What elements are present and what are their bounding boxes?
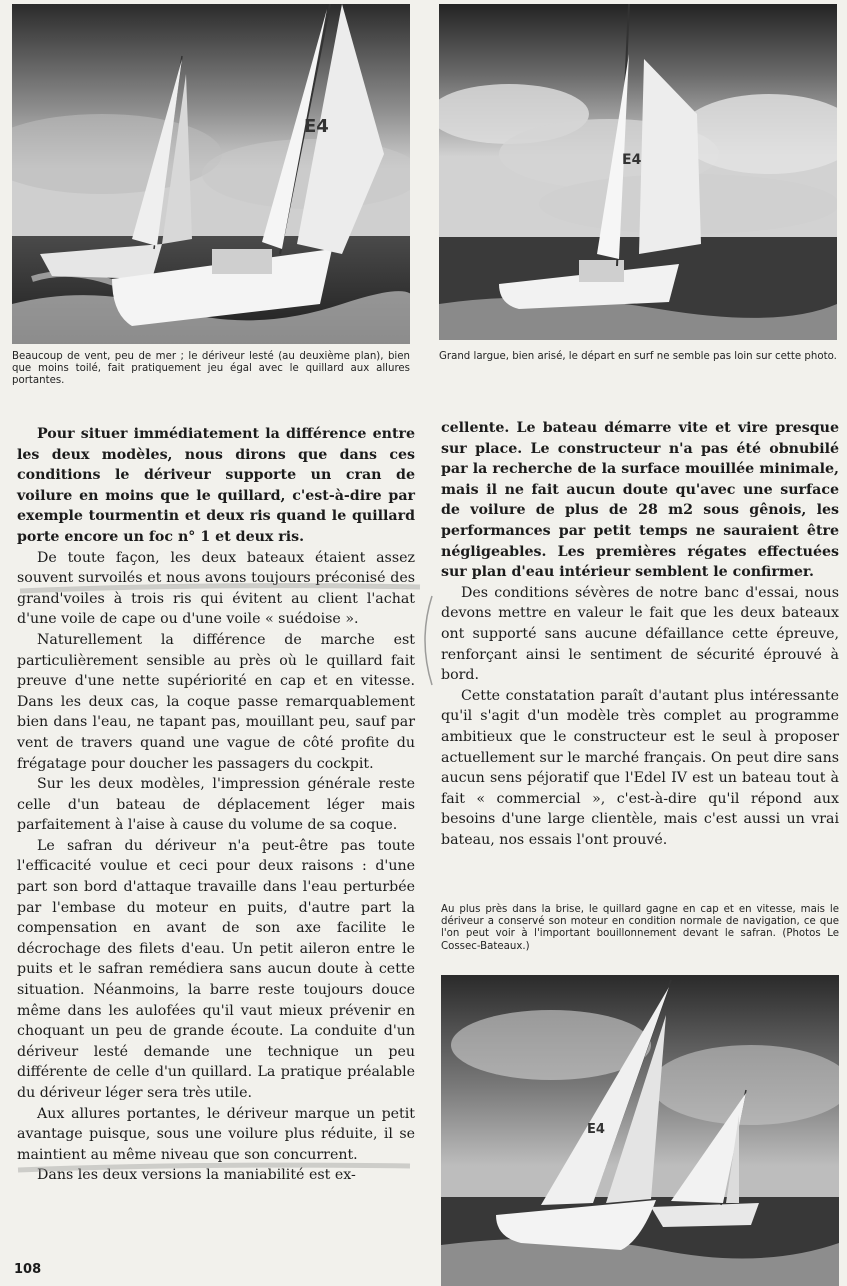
page-number: 108 bbox=[14, 1262, 42, 1277]
photo-bottom-right bbox=[441, 975, 839, 1286]
photo-top-right bbox=[439, 4, 837, 340]
svg-text:E4: E4 bbox=[622, 152, 642, 168]
svg-text:E4: E4 bbox=[304, 116, 329, 137]
sailboat-image bbox=[439, 4, 837, 340]
paragraph-5: Le safran du dériveur n'a peut-être pas toute l'efficacité voulue et ceci pour deux raisons : d'une part son bord d'attaque travaille dans l'eau perturbée par l'embase du moteur en puits, d'autre part la compensation en avant de son axe facilite le décrochage des filets d'eau. Un petit aileron entre le puits et le safran remédiera sans aucun doute à cette situation. Néanmoins, la barre reste toujours douce même dans les aulofées qu'il vaut mieux prévenir en choquant un peu de grande écoute. La conduite d'un dériveur lesté demande une technique un peu différente de celle d'un quillard. La pratique préalable du dériveur léger sera très utile. bbox=[17, 837, 415, 1101]
sailboats-image bbox=[12, 4, 410, 344]
article-right-column bbox=[441, 418, 839, 850]
paragraph-continuation: cellente. Le bateau démarre vite et vire presque sur place. Le constructeur n'a pas été obnubilé par la recherche de la surface mouillée minimale, mais il ne fait aucun doute qu'avec une surface de voilure de plus de 28 m2 sous gênois, les performances par petit temps ne sauraient être négligeables. Les premières régates effectuées sur plan d'eau intérieur semblent le confirmer. bbox=[441, 420, 839, 581]
paragraph-3: Naturellement la différence de marche est particulièrement sensible au près où le quillard fait preuve d'une nette supériorité en cap et en vitesse. Dans les deux cas, la coque passe remarquablement bien dans l'eau, ne tapant pas, mouillant peu, sauf par vent de travers quand une vague de côté profite du frégatage pour doucher les passagers du cockpit. bbox=[17, 631, 415, 772]
caption-top-left: Beaucoup de vent, peu de mer ; le dériveur lesté (au deuxième plan), bien que moins toilé, fait pratiquement jeu égal avec le quillard aux allures portantes. bbox=[12, 351, 410, 387]
paragraph-6: Aux allures portantes, le dériveur marque un petit avantage puisque, sous une voilure plus réduite, il se maintient au même niveau que son concurrent. bbox=[17, 1105, 415, 1163]
article-left-column bbox=[17, 424, 415, 1186]
paragraph-9: Cette constatation paraît d'autant plus intéressante qu'il s'agit d'un modèle très complet au programme ambitieux que le constructeur est le seul à proposer actuellement sur le marché français. On peut dire sans aucun sens péjoratif que l'Edel IV est un bateau tout à fait « commercial », c'est-à-dire qu'il répond aux besoins d'une large clientèle, mais c'est aussi un vrai bateau, nos essais l'ont prouvé. bbox=[441, 687, 839, 848]
photo-top-left bbox=[12, 4, 410, 344]
paragraph-7: Dans les deux versions la maniabilité est ex- bbox=[37, 1167, 356, 1184]
paragraph-8: Des conditions sévères de notre banc d'essai, nous devons mettre en valeur le fait que les deux bateaux ont supporté sans aucune défaillance cette épreuve, renforçant ainsi le sentiment de sécurité éprouvé à bord. bbox=[441, 584, 839, 684]
caption-bottom-right: Au plus près dans la brise, le quillard gagne en cap et en vitesse, mais le dériveur a conservé son moteur en condition normale de navigation, ce que l'on peut voir à l'important bouillonnement devant le safran. (Photos Le Cossec-Bateaux.) bbox=[441, 904, 839, 952]
paragraph-1: Pour situer immédiatement la différence entre les deux modèles, nous dirons que dans ces conditions le dériveur supporte un cran de voilure en moins que le quillard, c'est-à-dire par exemple tourmentin et deux ris quand le quillard porte encore un foc n° 1 et deux ris. bbox=[17, 426, 415, 545]
svg-text:E4: E4 bbox=[587, 1122, 605, 1137]
caption-top-right: Grand largue, bien arisé, le départ en surf ne semble pas loin sur cette photo. bbox=[439, 351, 837, 362]
paragraph-2: De toute façon, les deux bateaux étaient assez souvent survoilés et nous avons toujours préconisé des grand'voiles à trois ris qui évitent au client l'achat d'une voile de cape ou d'une voile « suédoise ». bbox=[17, 549, 415, 628]
sailboats-close-hauled-image bbox=[441, 975, 839, 1286]
paragraph-4: Sur les deux modèles, l'impression générale reste celle d'un bateau de déplacement léger mais parfaitement à l'aise à cause du volume de sa coque. bbox=[17, 776, 415, 834]
